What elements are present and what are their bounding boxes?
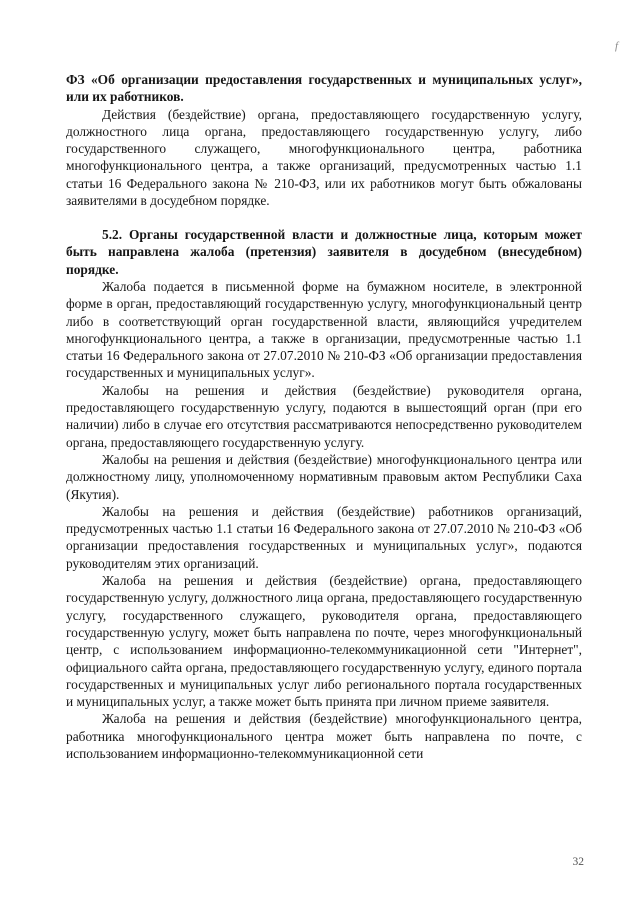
document-page xyxy=(66,0,582,905)
body-paragraph: Жалобы на решения и действия (бездействие) руководителя органа, предоставляющего государственную услугу, подаются в вышестоящий орган (при его наличии) либо в случае его отсутствия рассматриваются непосредственно руководителем органа, предоставляющего государственную услугу. xyxy=(66,382,582,450)
margin-mark: f xyxy=(614,40,618,52)
intro-paragraph: Действия (бездействие) органа, предоставляющего государственную услугу, должностного лица органа, предоставляющего государственную услугу, либо государственного служащего, многофункционального центра, работника многофункционального центра, а также организаций, предусмотренных частью 1.1 статьи 16 Федерального закона № 210-ФЗ, или их работников могут быть обжалованы заявителями в досудебном порядке. xyxy=(66,106,582,209)
section-heading xyxy=(66,226,582,278)
section-body xyxy=(66,278,582,762)
page-number: 32 xyxy=(572,856,584,868)
body-paragraph: Жалобы на решения и действия (бездействие) работников организаций, предусмотренных частью 1.1 статьи 16 Федерального закона от 27.07.2010 № 210-ФЗ «Об организации предоставления государственных и муниципальных услуг», подаются руководителям этих организаций. xyxy=(66,503,582,571)
body-paragraph: Жалоба на решения и действия (бездействие) многофункционального центра, работника многофункционального центра может быть направлена по почте, с использованием информационно-телекоммуникационной сети xyxy=(66,711,582,762)
section-title: 5.2. Органы государственной власти и должностные лица, которым может быть направлена жалоба (претензия) заявителя в досудебном (внесудебном) порядке. xyxy=(66,227,582,277)
law-title-continuation: ФЗ «Об организации предоставления государственных и муниципальных услуг», или их работников. xyxy=(66,72,582,105)
body-paragraph: Жалоба подается в письменной форме на бумажном носителе, в электронной форме в орган, предоставляющий государственную услугу, многофункциональный центр либо в соответствующий орган государственной власти, являющийся учредителем многофункционального центра, а также в организации, предусмотренные частью 1.1 статьи 16 Федерального закона от 27.07.2010 № 210-ФЗ «Об организации предоставления государственных и муниципальных услуг». xyxy=(66,279,582,381)
body-paragraph: Жалобы на решения и действия (бездействие) многофункционального центра или должностному лицу, уполномоченному нормативным правовым актом Республики Саха (Якутия). xyxy=(66,451,582,502)
intro-block xyxy=(66,71,582,209)
body-paragraph: Жалоба на решения и действия (бездействие) органа, предоставляющего государственную услугу, должностного лица органа, предоставляющего государственную услугу, государственного служащего, руководителя органа, предоставляющего государственную услугу, может быть направлена по почте, через многофункциональный центр, с использованием информационно-телекоммуникационной сети "Интернет", официального сайта органа, предоставляющего государственную услугу, единого портала государственных и муниципальных услуг либо регионального портала государственных и муниципальных услуг, а также может быть принята при личном приеме заявителя. xyxy=(66,573,582,710)
